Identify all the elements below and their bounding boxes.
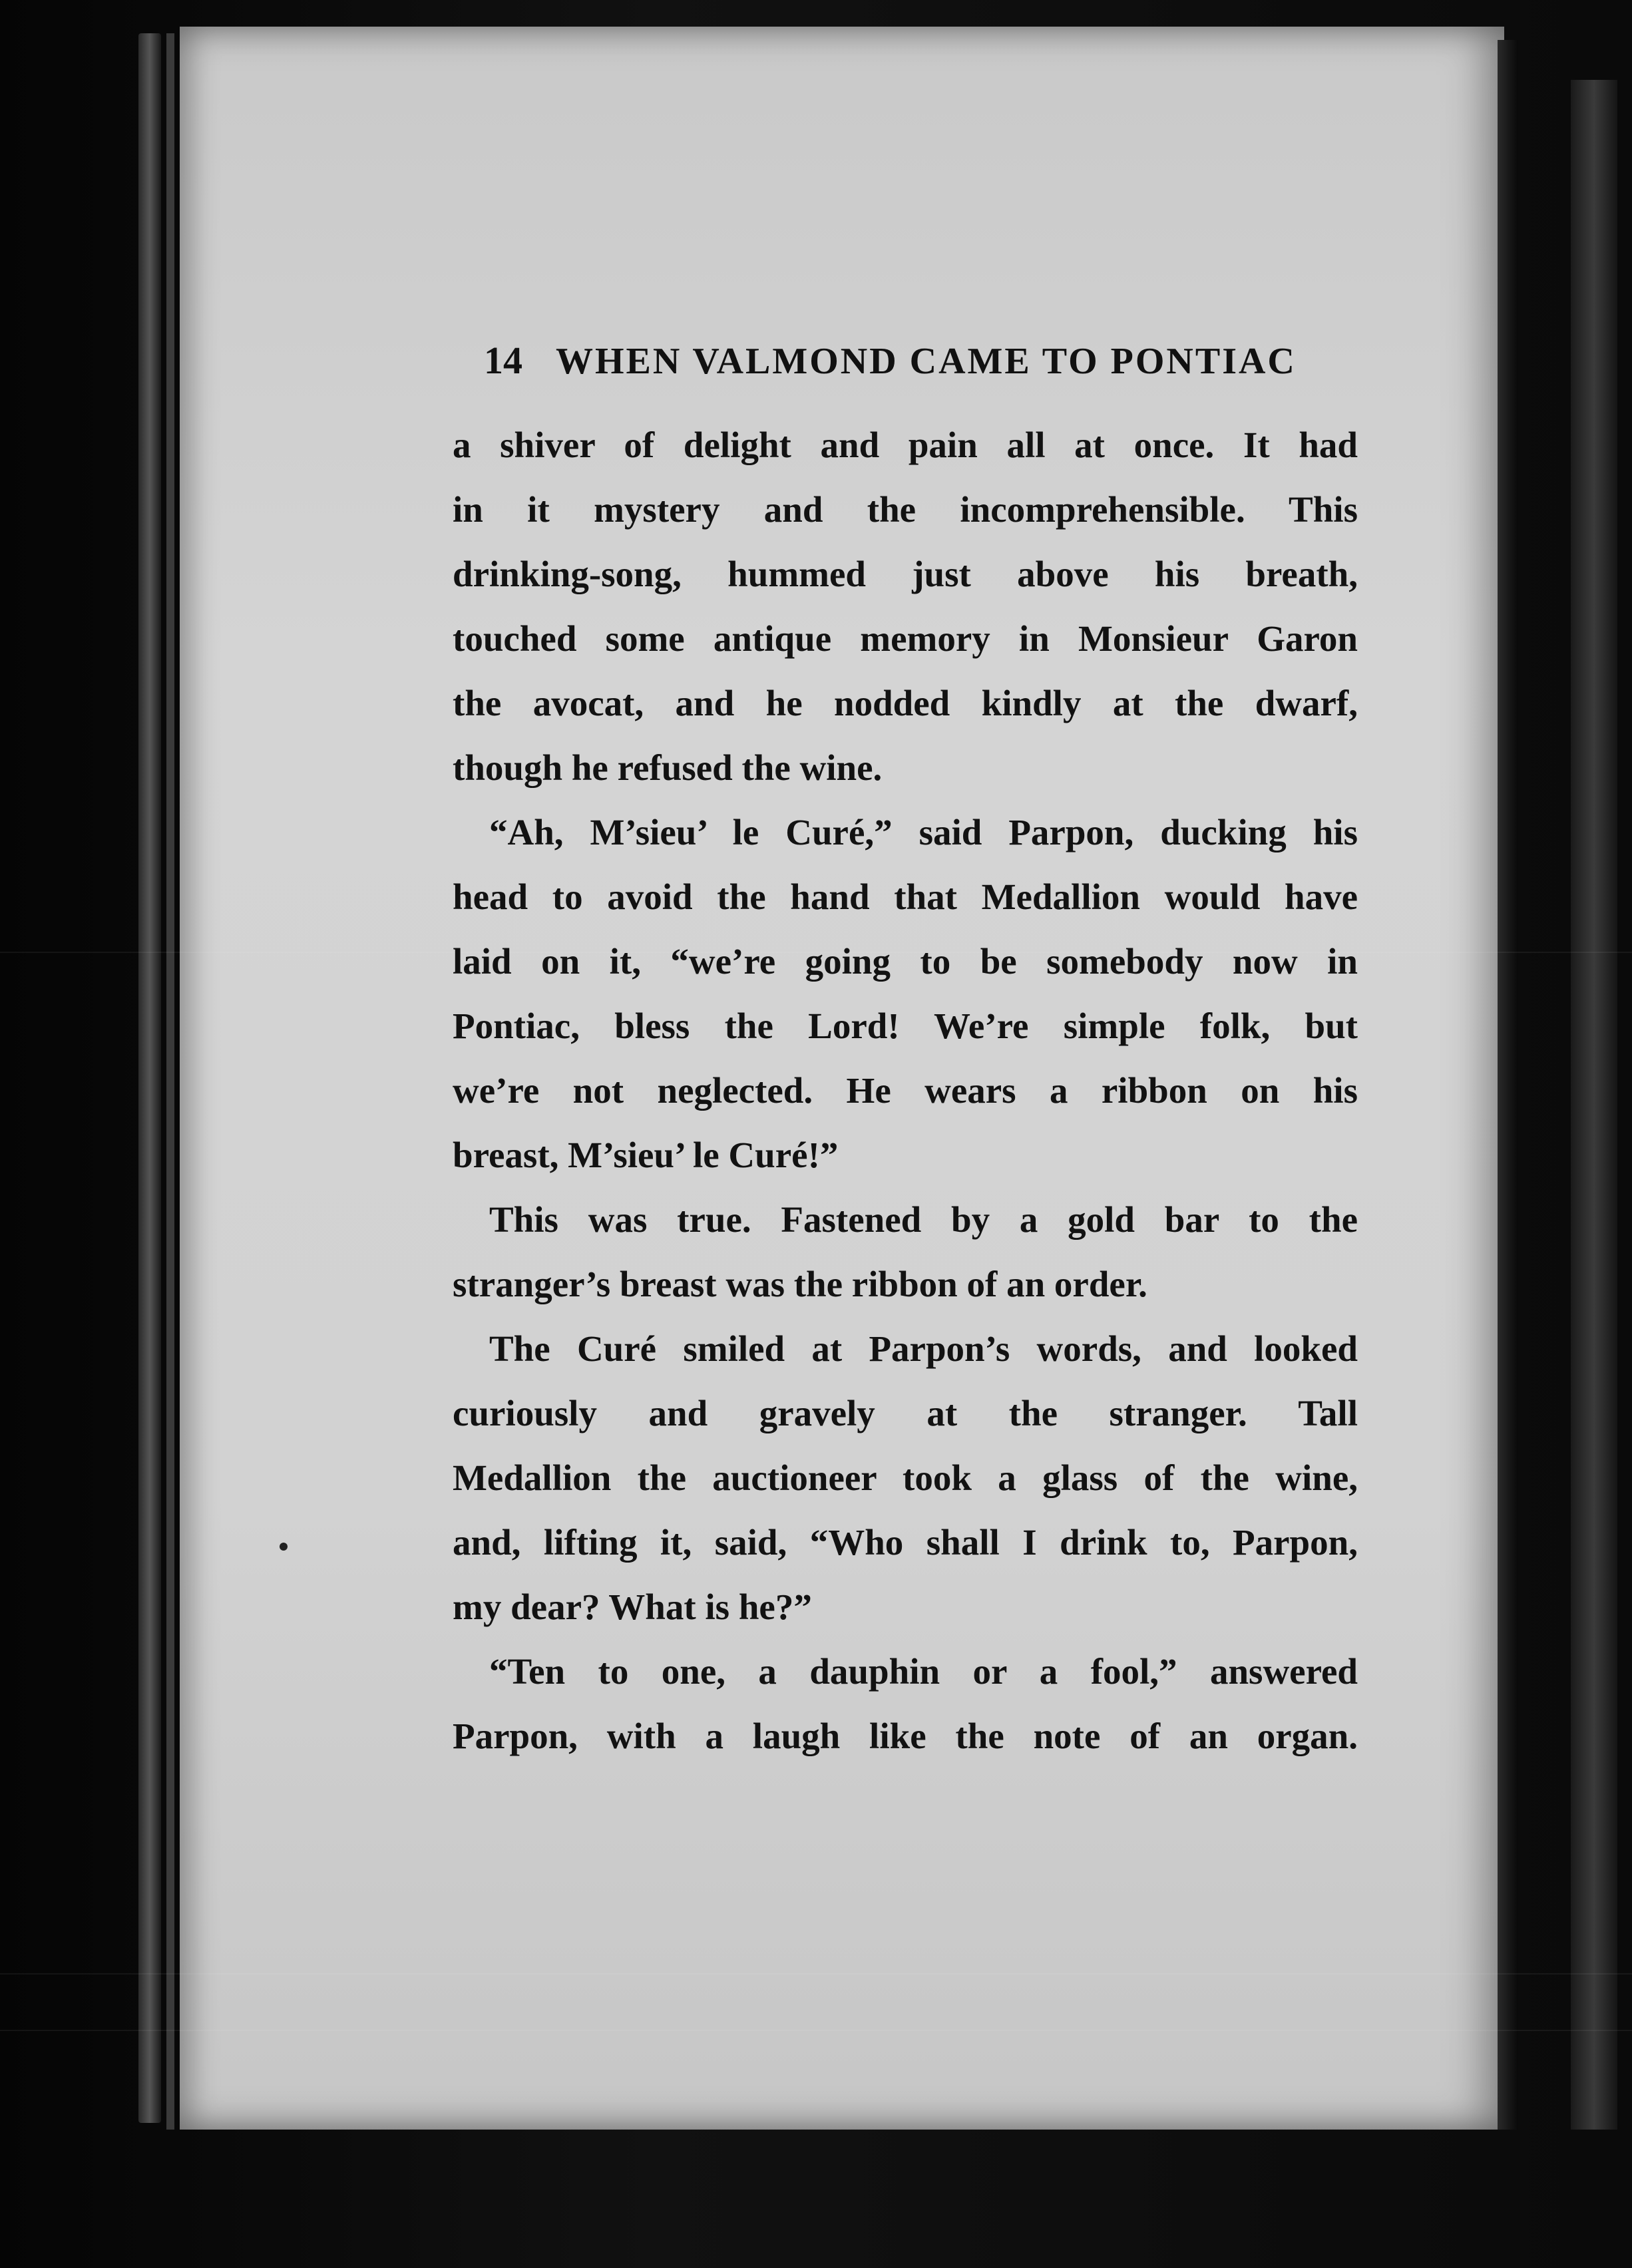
text-line: we’re not neglected. He wears a ribbon on his xyxy=(453,1070,1358,1111)
page-gutter xyxy=(166,33,174,2130)
page-header xyxy=(484,338,1342,383)
text-line: curiously and gravely at the stranger. Tall xyxy=(453,1393,1358,1433)
text-line: Parpon, with a laugh like the note of an organ. xyxy=(453,1716,1358,1756)
text-line: Medallion the auctioneer took a glass of the wine, xyxy=(453,1457,1358,1498)
text-line: the avocat, and he nodded kindly at the dwarf, xyxy=(453,683,1358,723)
body-text xyxy=(453,413,1358,1768)
text-line: in it mystery and the incomprehensible. This xyxy=(453,489,1358,530)
running-head: WHEN VALMOND CAME TO PONTIAC xyxy=(556,341,1297,382)
text-line: though he refused the wine. xyxy=(453,747,883,788)
scan-artifact-line xyxy=(0,2030,1632,2031)
paragraph xyxy=(453,413,1358,800)
text-line: head to avoid the hand that Medallion would have xyxy=(453,876,1358,917)
ink-speck xyxy=(280,1543,288,1551)
text-line: and, lifting it, said, “Who shall I drink to, Parpon, xyxy=(453,1522,1358,1563)
adjacent-page-edge xyxy=(1571,80,1617,2130)
paragraph xyxy=(453,1316,1358,1639)
text-line: stranger’s breast was the ribbon of an order. xyxy=(453,1264,1147,1304)
text-line: The Curé smiled at Parpon’s words, and looked xyxy=(489,1328,1358,1369)
text-line: touched some antique memory in Monsieur Garon xyxy=(453,618,1358,659)
text-line: drinking-song, hummed just above his breath, xyxy=(453,554,1358,594)
page-number: 14 xyxy=(484,339,522,382)
text-line: “Ten to one, a dauphin or a fool,” answered xyxy=(489,1651,1358,1692)
paragraph xyxy=(453,1187,1358,1316)
page-edge-shadow xyxy=(1498,40,1518,2130)
scan-artifact-line xyxy=(0,1973,1632,1975)
text-line: breast, M’sieu’ le Curé!” xyxy=(453,1135,839,1175)
text-line: “Ah, M’sieu’ le Curé,” said Parpon, ducking his xyxy=(489,812,1358,852)
book-spine xyxy=(138,33,161,2123)
text-line: This was true. Fastened by a gold bar to the xyxy=(489,1199,1358,1240)
paragraph xyxy=(453,800,1358,1187)
text-line: Pontiac, bless the Lord! We’re simple folk, but xyxy=(453,1006,1358,1046)
text-line: my dear? What is he?” xyxy=(453,1587,812,1627)
text-line: laid on it, “we’re going to be somebody now in xyxy=(453,941,1358,982)
paragraph xyxy=(453,1639,1358,1768)
text-line: a shiver of delight and pain all at once. It had xyxy=(453,425,1358,465)
